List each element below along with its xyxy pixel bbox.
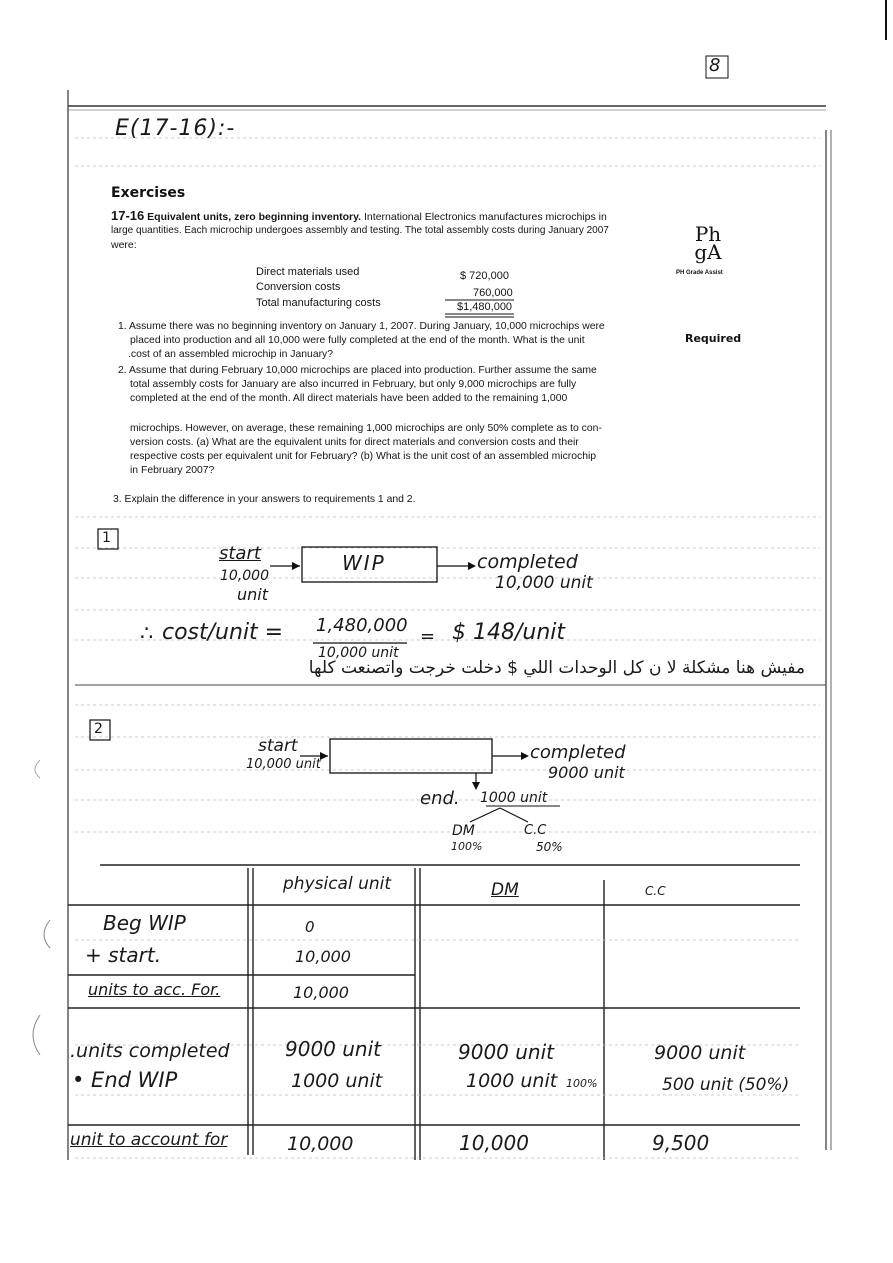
table-row-label-beg-wip: Beg WIP: [103, 911, 186, 935]
table-row-physical-units-to-acc: 10,000: [293, 983, 349, 1002]
part1-therefore: ∴: [140, 621, 154, 645]
part1-start-units: 10,000: [220, 568, 269, 584]
part2-completed-label: completed: [530, 742, 626, 763]
cost-label-dm: Direct materials used: [256, 266, 360, 278]
intro-line-3: were:: [111, 239, 137, 251]
exercises-section-title: Exercises: [111, 185, 186, 201]
part2-end-units: 1000 unit: [480, 790, 548, 806]
exercise-intro: [111, 209, 666, 252]
cost-value-dm: $ 720,000: [460, 270, 509, 282]
part1-denominator: 10,000 unit: [318, 645, 399, 661]
table-row-cc-units-completed: 9000 unit: [654, 1042, 746, 1064]
logo-caption: PH Grade Assist: [676, 270, 723, 276]
required-label: Required: [685, 332, 742, 345]
table-row-label-unit-to-account-for: unit to account for: [70, 1130, 228, 1150]
table-row-cc-end-wip: 500 unit (50%): [662, 1075, 790, 1095]
question-1: 1. Assume there was no beginning inventory on January 1, 2007. During January, 10,000 microchips were placed into production and all 10,000 were fully completed at the end of the month. What is the unit .cost of an assembled microchip in January?: [118, 321, 605, 360]
part2-end-label: end.: [420, 788, 460, 809]
table-row-physical-beg-wip: 0: [305, 918, 315, 936]
part1-wip-box-label: WIP: [342, 551, 386, 575]
exercise-topic: Equivalent units, zero beginning inventory.: [147, 211, 362, 223]
part2-start-label: start: [258, 736, 298, 756]
page-number: 8: [709, 55, 721, 76]
cost-value-total: $1,480,000: [457, 301, 513, 313]
question-2: 2. Assume that during February 10,000 microchips are placed into production. Further assume the same total assembly costs for January are also incurred in February, but only 9,000 microchips are fully completed at the end of the month. All direct materials have been added to the remaining 1,000 microchips. However, on average, these remaining 1,000 microchips are only 50% complete as to con- version costs. (a) What are the equivalent units for direct materials and conversion costs and their respective costs per equivalent unit for February? (b) What is the unit cost of an assembled microchip in February 2007?: [118, 365, 602, 476]
part2-dm-label: DM: [452, 823, 475, 839]
table-row-dm-end-wip-pct: 100%: [566, 1077, 598, 1090]
part1-result: $ 148/unit: [452, 620, 566, 645]
table-header-dm: DM: [491, 880, 519, 900]
part1-arabic-note: مفيش هنا مشكلة لا ن كل الوحدات اللي $ دخلت خرجت واتصنعت كلها: [308, 658, 805, 678]
table-row-physical-end-wip: 1000 unit: [291, 1070, 383, 1092]
table-header-cc: C.C: [645, 884, 666, 898]
table-row-cc-unit-to-account-for: 9,500: [652, 1131, 710, 1155]
part2-cc-pct: 50%: [536, 840, 563, 854]
table-row-dm-end-wip: 1000 unit: [466, 1070, 558, 1092]
table-row-dm-unit-to-account-for: 10,000: [459, 1131, 529, 1155]
part2-cc-label: C.C: [524, 823, 547, 838]
cost-label-cc: Conversion costs: [256, 281, 341, 293]
table-row-label-end-wip: • End WIP: [72, 1068, 178, 1092]
question-3: 3. Explain the difference in your answers to requirements 1 and 2.: [113, 494, 416, 505]
part-1-number: 1: [102, 530, 111, 546]
table-row-dm-units-completed: 9000 unit: [458, 1040, 555, 1064]
logo-mark: Ph gA: [694, 222, 722, 264]
intro-line-1: International Electronics manufactures microchips in: [364, 211, 607, 223]
intro-line-2: large quantities. Each microchip undergoes assembly and testing. The total assembly costs during January 2007: [111, 225, 609, 236]
part2-dm-pct: 100%: [451, 840, 483, 853]
table-header-physical-unit: physical unit: [283, 874, 392, 894]
cost-label-total: Total manufacturing costs: [256, 297, 381, 309]
exercise-number: 17-16: [111, 208, 145, 223]
table-row-label-start: + start.: [85, 943, 162, 967]
part1-start-unit-word: unit: [237, 585, 268, 604]
table-row-label-units-completed: .units completed: [70, 1040, 230, 1062]
table-row-label-units-to-acc: units to acc. For.: [88, 980, 221, 999]
cost-value-cc: 760,000: [473, 287, 513, 299]
part1-start-label: start: [219, 543, 261, 564]
part1-numerator: 1,480,000: [316, 615, 408, 636]
exercise-heading: E(17-16):-: [115, 116, 236, 141]
part1-completed-label: completed: [477, 551, 578, 573]
table-row-physical-unit-to-account-for: 10,000: [287, 1133, 354, 1155]
part2-completed-units: 9000 unit: [548, 763, 625, 782]
table-row-physical-start: 10,000: [295, 947, 351, 966]
table-row-physical-units-completed: 9000 unit: [285, 1037, 382, 1061]
part-2-number: 2: [94, 721, 103, 737]
ph-grade-assist-logo: [686, 222, 730, 264]
part1-equals: =: [420, 626, 436, 647]
part1-completed-units: 10,000 unit: [495, 573, 593, 593]
part1-cost-label: cost/unit =: [162, 620, 284, 645]
part2-start-units: 10,000 unit: [246, 757, 321, 772]
